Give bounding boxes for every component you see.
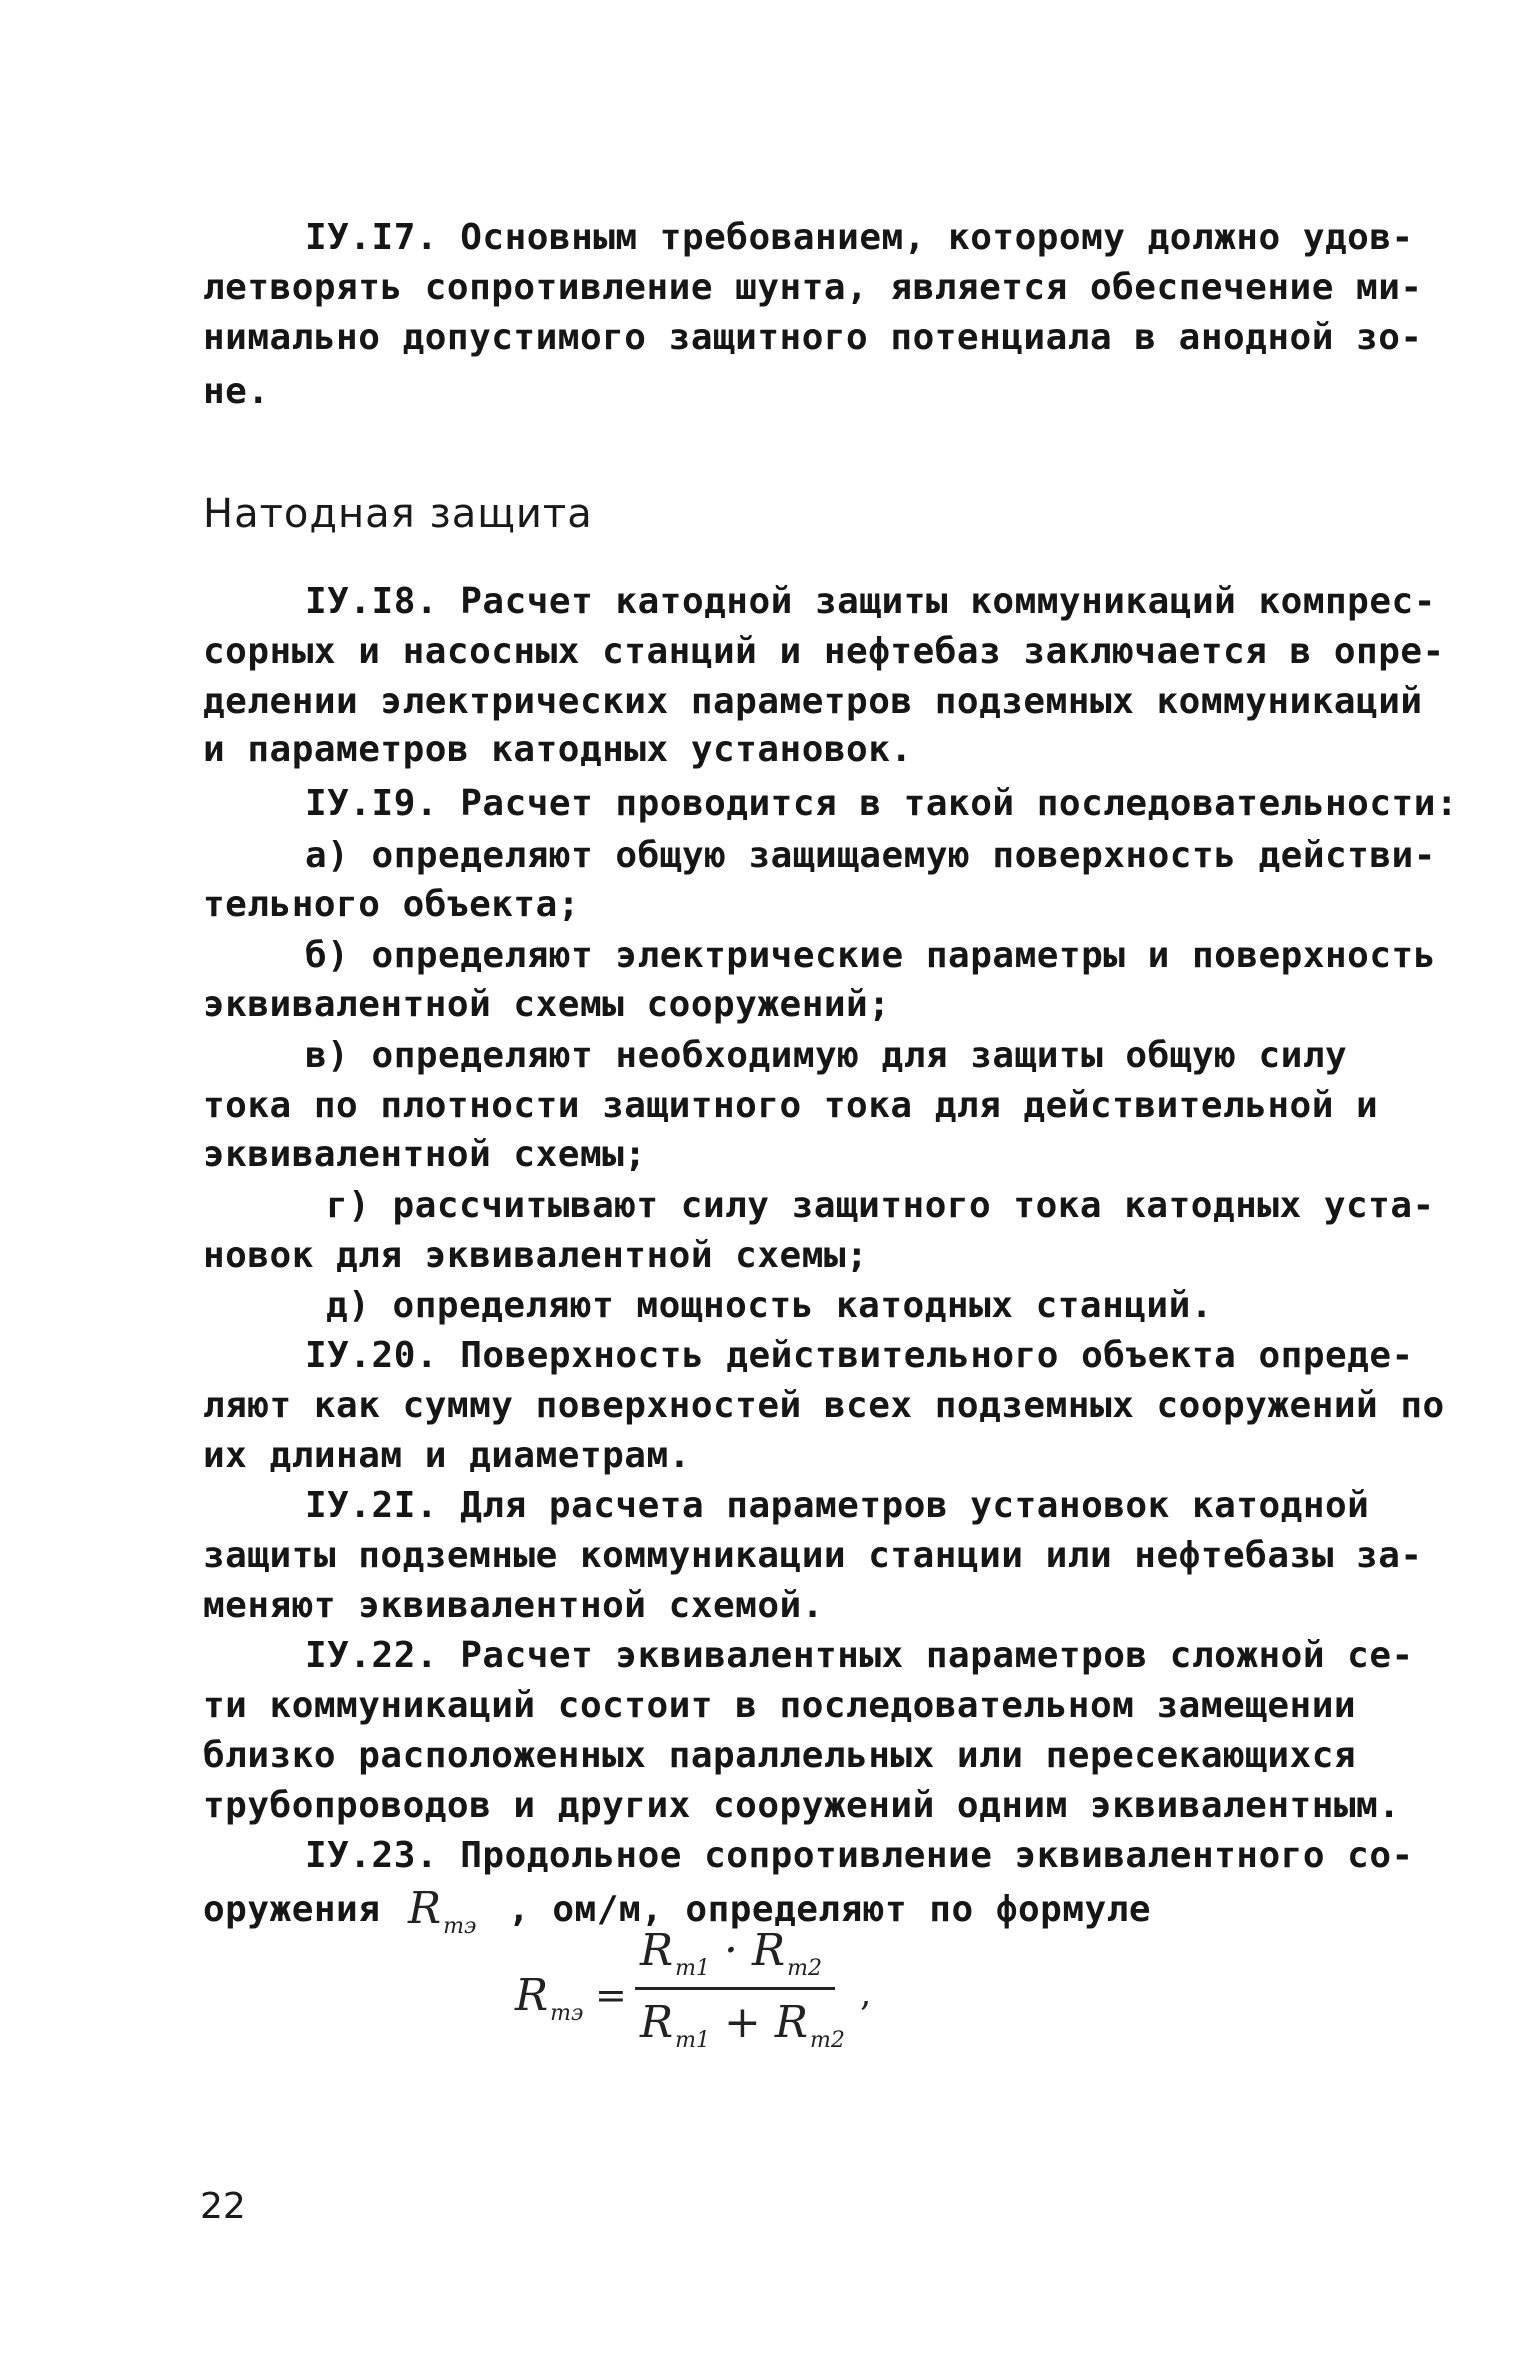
body-line: IУ.20. Поверхность действительного объекта опреде- bbox=[305, 1335, 1414, 1376]
body-line: в) определяют необходимую для защиты общую силу bbox=[305, 1035, 1348, 1076]
paragraph-17-line-3: нимально допустимого защитного потенциала в анодной зо- bbox=[203, 317, 1423, 358]
body-line: их длинам и диаметрам. bbox=[203, 1435, 691, 1476]
formula-numerator bbox=[640, 1925, 822, 1981]
paragraph-17-line-4: не. bbox=[203, 371, 270, 412]
body-line: IУ.I8. Расчет катодной защиты коммуникаций компрес- bbox=[305, 581, 1436, 622]
formula-den-b-symbol: R bbox=[774, 1997, 809, 2048]
body-line: ти коммуникаций состоит в последовательном замещении bbox=[203, 1685, 1357, 1726]
formula-num-b-subscript: т2 bbox=[787, 1956, 822, 1981]
formula-den-b-subscript: т2 bbox=[810, 2028, 845, 2053]
body-line: г) рассчитывают силу защитного тока катодных уста- bbox=[326, 1185, 1435, 1226]
body-line: делении электрических параметров подземных коммуникаций bbox=[203, 681, 1423, 722]
inline-variable-subscript: тэ bbox=[443, 1914, 477, 1939]
body-line: IУ.22. Расчет эквивалентных параметров сложной се- bbox=[305, 1635, 1414, 1676]
body-line: новок для эквивалентной схемы; bbox=[203, 1235, 869, 1276]
formula-num-b-symbol: R bbox=[752, 1925, 786, 1976]
formula-denominator bbox=[640, 1997, 845, 2053]
formula-num-a-symbol: R bbox=[640, 1925, 674, 1976]
body-line: а) определяют общую защищаемую поверхность действи- bbox=[305, 835, 1436, 876]
formula-den-a-subscript: т1 bbox=[675, 2028, 710, 2053]
paragraph-17-line-1: IУ.I7. Основным требованием, которому должно удов- bbox=[305, 217, 1414, 258]
formula-den-plus: + bbox=[724, 1997, 761, 2048]
body-line: близко расположенных параллельных или пересекающихся bbox=[203, 1735, 1357, 1776]
body-line: д) определяют мощность катодных станций. bbox=[326, 1285, 1213, 1326]
inline-variable-symbol: R bbox=[408, 1883, 442, 1934]
formula-equals: = bbox=[595, 1973, 627, 2017]
body-line: сорных и насосных станций и нефтебаз заключается в опре- bbox=[203, 631, 1445, 672]
page-number: 22 bbox=[200, 2186, 246, 2227]
paragraph-17-line-2: летворять сопротивление шунта, является обеспечение ми- bbox=[203, 267, 1423, 308]
body-line: тельного объекта; bbox=[203, 884, 580, 925]
body-line: б) определяют электрические параметры и поверхность bbox=[305, 935, 1436, 976]
formula-lhs-subscript: тэ bbox=[550, 2001, 584, 2026]
body-line: и параметров катодных установок. bbox=[203, 729, 913, 770]
body-line: эквивалентной схемы; bbox=[203, 1134, 647, 1175]
body-line: IУ.I9. Расчет проводится в такой последовательности: bbox=[305, 783, 1459, 824]
inline-variable-r-te bbox=[408, 1883, 476, 1939]
units-text: , ом/м, определяют по формуле bbox=[508, 1889, 1152, 1930]
section-heading: Натодная защита bbox=[203, 491, 593, 537]
formula-lhs-symbol: R bbox=[515, 1970, 549, 2021]
formula-lhs bbox=[515, 1970, 583, 2026]
body-line: тока по плотности защитного тока для действительной и bbox=[203, 1085, 1379, 1126]
formula-den-a-symbol: R bbox=[640, 1997, 674, 2048]
body-line: защиты подземные коммуникации станции или нефтебазы за- bbox=[203, 1535, 1423, 1576]
body-line: оружения bbox=[203, 1889, 381, 1930]
body-line: меняют эквивалентной схемой. bbox=[203, 1585, 824, 1626]
formula-trailing-comma: , bbox=[860, 1973, 872, 2014]
body-line: ляют как сумму поверхностей всех подземных сооружений по bbox=[203, 1385, 1445, 1426]
formula bbox=[505, 1925, 905, 2075]
body-line: IУ.23. Продольное сопротивление эквивалентного со- bbox=[305, 1835, 1414, 1876]
body-line: IУ.2I. Для расчета параметров установок катодной bbox=[305, 1485, 1370, 1526]
body-line: эквивалентной схемы сооружений; bbox=[203, 984, 891, 1025]
formula-num-a-subscript: т1 bbox=[675, 1956, 710, 1981]
body-line: трубопроводов и других сооружений одним эквивалентным. bbox=[203, 1785, 1401, 1826]
formula-num-dot: · bbox=[724, 1925, 738, 1976]
formula-fraction-bar bbox=[635, 1987, 835, 1990]
